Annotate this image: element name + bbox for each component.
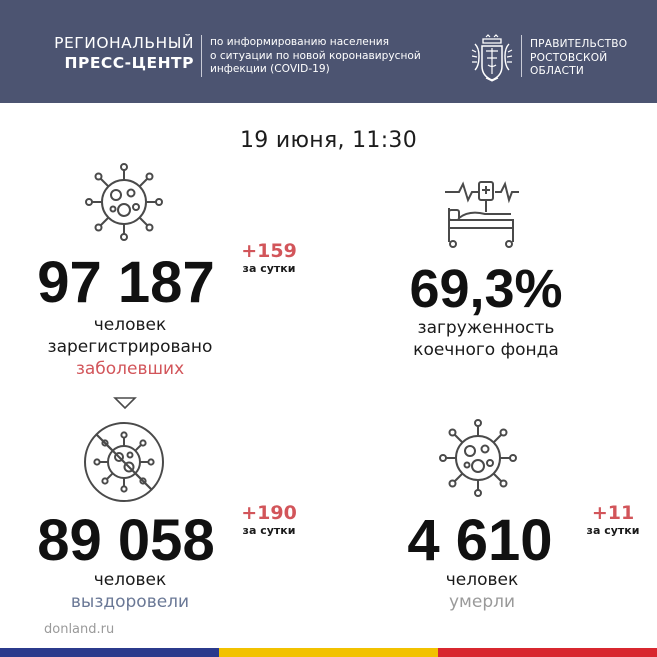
- bed-occupancy-label-line: коечного фонда: [413, 340, 559, 360]
- deaths-delta: [580, 502, 646, 538]
- cases-delta-label: за сутки: [242, 262, 296, 275]
- cases-label-line: зарегистрировано: [47, 337, 213, 357]
- government-name-line: РОСТОВСКОЙ: [530, 51, 608, 64]
- deaths-delta-label: за сутки: [586, 524, 640, 537]
- recovered-label-line: человек: [93, 570, 167, 590]
- flag-stripe-yellow: [219, 648, 438, 657]
- recovered-label-line: выздоровели: [70, 592, 190, 612]
- deaths-label-line: умерли: [448, 592, 516, 612]
- bed-occupancy-label: [396, 317, 576, 361]
- recovered-delta-value: +190: [241, 502, 297, 524]
- government-name: [530, 38, 645, 79]
- cases-label-line: заболевших: [75, 359, 185, 379]
- header-divider: [201, 35, 202, 77]
- coat-of-arms-icon: [469, 34, 515, 84]
- virus-icon: [438, 418, 518, 498]
- government-name-line: ПРАВИТЕЛЬСТВО: [530, 38, 628, 50]
- recovered-delta-label: за сутки: [242, 524, 296, 537]
- arrow-down-icon: [113, 396, 137, 410]
- cases-total: 97 187: [37, 250, 215, 315]
- flag-stripe-blue: [0, 648, 219, 657]
- header-info-line: инфекции (COVID-19): [210, 63, 330, 75]
- recovered-label: [40, 569, 220, 613]
- header-info-line: по информированию населения: [210, 36, 389, 48]
- hospital-bed-icon: [443, 180, 521, 250]
- deaths-delta-value: +11: [591, 502, 635, 524]
- report-date: 19 июня, 11:30: [239, 128, 417, 153]
- virus-icon: [84, 162, 164, 242]
- recovered-total: 89 058: [37, 508, 215, 573]
- deaths-label-line: человек: [445, 570, 519, 590]
- deaths-label: [392, 569, 572, 613]
- government-name-line: ОБЛАСТИ: [530, 65, 585, 77]
- cases-delta-value: +159: [241, 240, 297, 262]
- cases-delta: [236, 240, 302, 276]
- cases-label: [40, 314, 220, 380]
- press-center-title-line2: ПРЕСС-ЦЕНТР: [64, 54, 194, 72]
- header-divider: [521, 35, 522, 77]
- header-info-text: [210, 36, 450, 77]
- flag-stripe-red: [438, 648, 657, 657]
- bed-occupancy-label-line: загруженность: [417, 318, 555, 338]
- deaths-total: 4 610: [407, 508, 553, 573]
- crossed-virus-icon: [82, 420, 166, 504]
- press-center-title-line1: РЕГИОНАЛЬНЫЙ: [54, 34, 194, 52]
- cases-label-line: человек: [93, 315, 167, 335]
- bed-occupancy-value: 69,3%: [409, 259, 563, 319]
- recovered-delta: [236, 502, 302, 538]
- header-banner: [0, 0, 657, 103]
- source-link[interactable]: donland.ru: [44, 622, 115, 637]
- header-info-line: о ситуации по новой коронавирусной: [210, 49, 421, 62]
